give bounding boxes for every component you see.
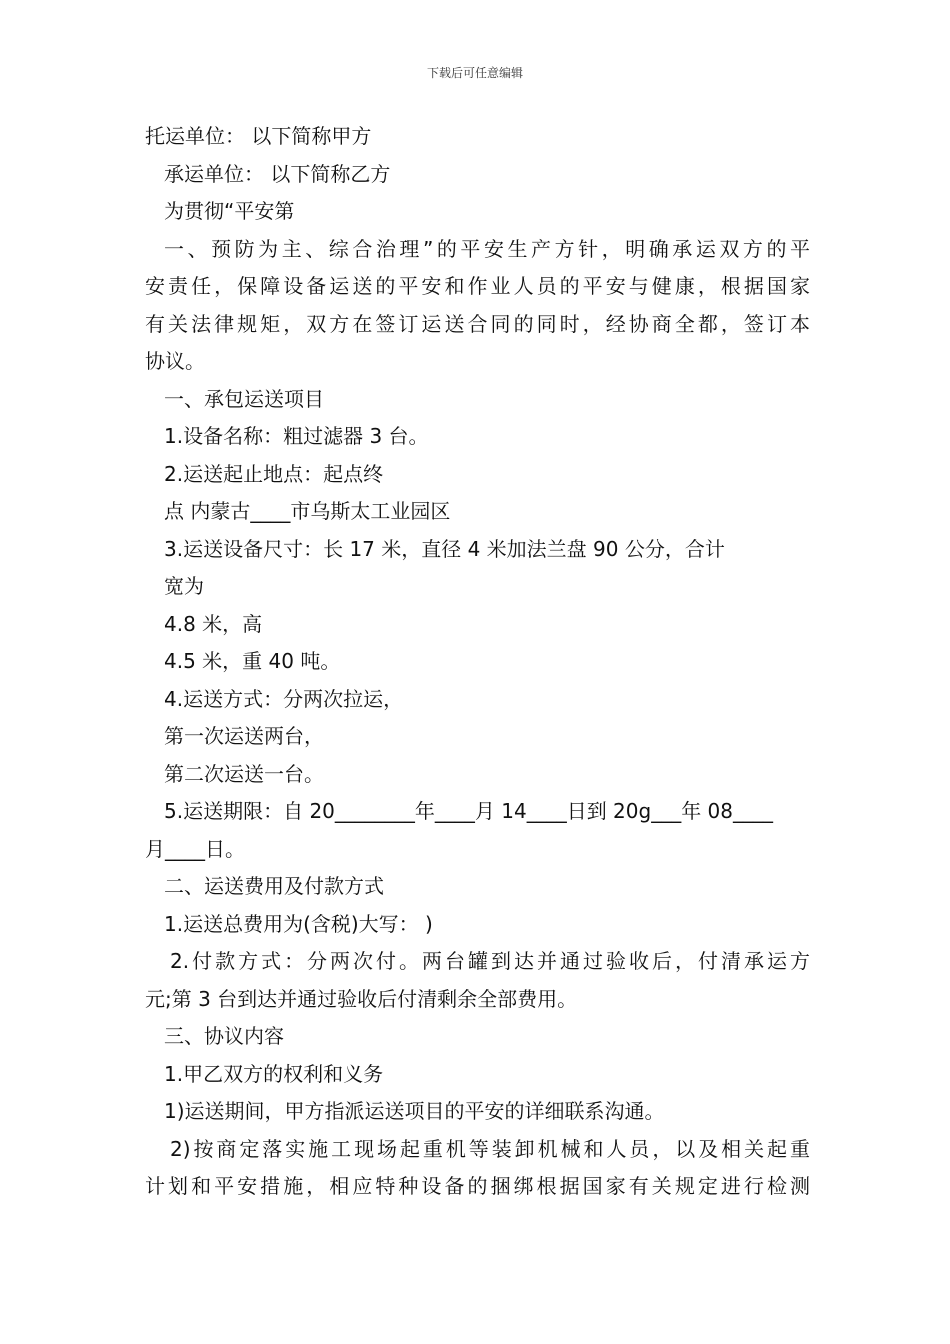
document-line: 为贯彻“平安第 [164, 199, 295, 223]
document-line: 三、协议内容 [164, 1024, 284, 1048]
document-line: 托运单位： 以下简称甲方 [145, 124, 372, 148]
document-line: 点 内蒙古____市乌斯太工业园区 [164, 499, 451, 523]
document-line: 2.付款方式：分两次付。两台罐到达并通过验收后，付清承运方 [170, 949, 810, 973]
document-line: 4.5 米，重 40 吨。 [164, 649, 341, 673]
document-line: 安责任，保障设备运送的平安和作业人员的平安与健康，根据国家 [145, 274, 810, 298]
document-body [145, 118, 810, 1206]
document-line: 1.运送总费用为(含税)大写： ) [164, 911, 433, 936]
document-line: 1.设备名称：粗过滤器 3 台。 [164, 424, 429, 448]
document-line: 计划和平安措施，相应特种设备的捆绑根据国家有关规定进行检测 [145, 1174, 810, 1198]
document-line: 1.甲乙双方的权利和义务 [164, 1061, 384, 1086]
document-line: 二、运送费用及付款方式 [164, 874, 384, 898]
document-line: 协议。 [145, 349, 205, 373]
page-header-note: 下载后可任意编辑 [426, 66, 523, 80]
document-line: 3.运送设备尺寸：长 17 米，直径 4 米加法兰盘 90 公分，合计 [164, 536, 725, 561]
document-line: 一、承包运送项目 [164, 386, 324, 411]
document-line: 第一次运送两台， [164, 724, 324, 748]
document-line: 月____日。 [145, 836, 245, 861]
document-line: 5.运送期限：自 20________年____月 14____日到 20g___年 08____ [164, 799, 774, 823]
document-line: 1)运送期间，甲方指派运送项目的平安的详细联系沟通。 [164, 1099, 665, 1123]
document-line: 承运单位： 以下简称乙方 [164, 161, 391, 186]
document-line: 宽为 [164, 574, 204, 598]
document-line: 2.运送起止地点：起点终 [164, 461, 384, 486]
document-line: 有关法律规矩，双方在签订运送合同的同时，经协商全都，签订本 [145, 311, 810, 336]
document-line: 元;第 3 台到达并通过验收后付清剩余全部费用。 [145, 986, 578, 1011]
document-line: 第二次运送一台。 [164, 761, 324, 786]
document-line: 一、预防为主、综合治理”的平安生产方针，明确承运双方的平 [164, 236, 810, 261]
document-line: 4.8 米，高 [164, 611, 263, 636]
document-line: 4.运送方式：分两次拉运， [164, 686, 404, 711]
document-line: 2)按商定落实施工现场起重机等装卸机械和人员，以及相关起重 [170, 1136, 810, 1161]
